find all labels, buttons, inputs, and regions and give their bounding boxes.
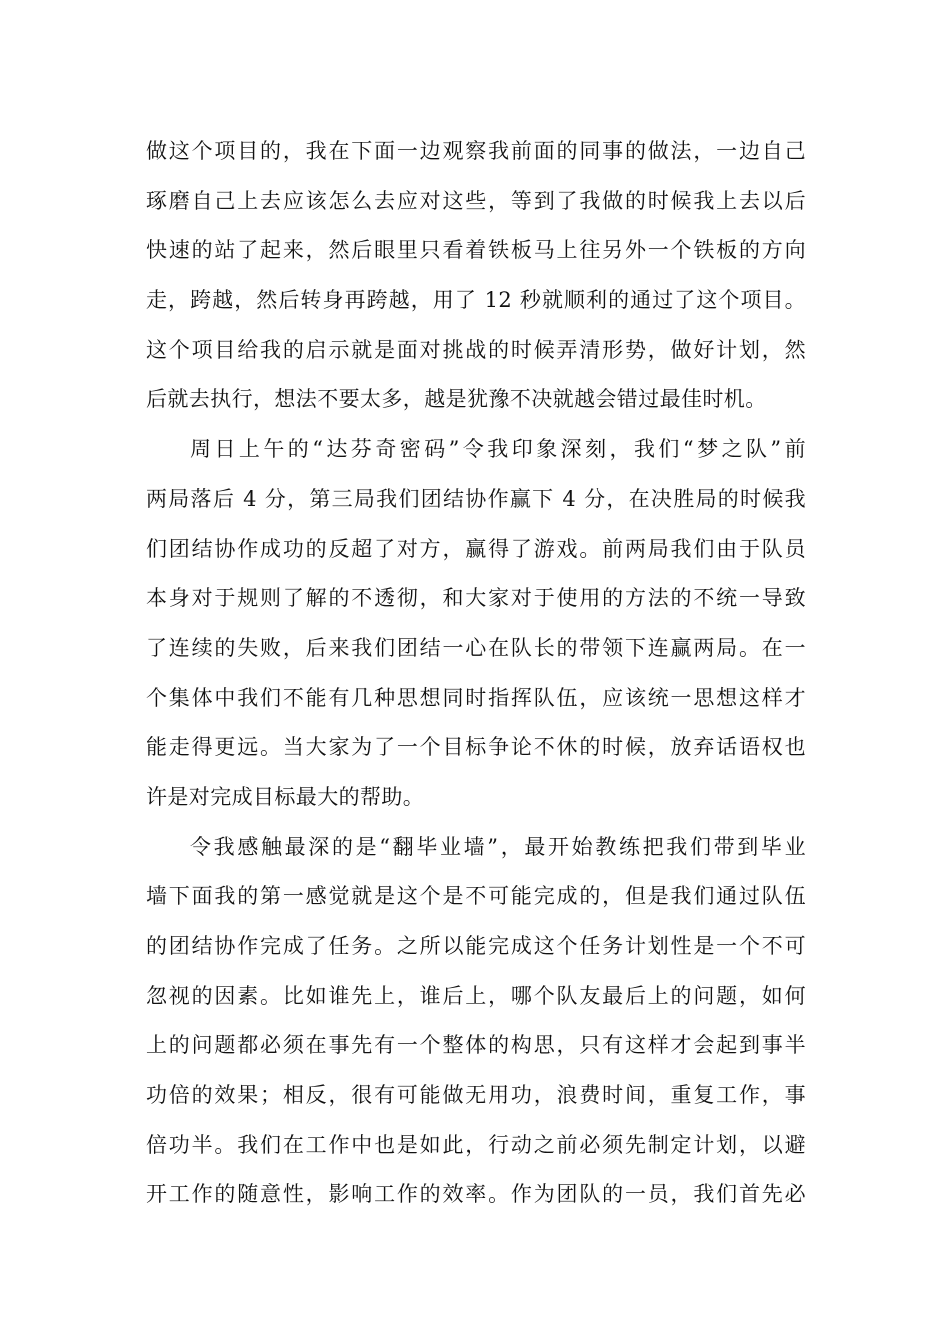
- text-line: 本身对于规则了解的不透彻，和大家对于使用的方法的不统一导致: [146, 586, 806, 611]
- text-line: 周日上午的“达芬奇密码”令我印象深刻，我们“梦之队”前: [190, 437, 806, 462]
- text-line: 了连续的失败，后来我们团结一心在队长的带领下连赢两局。在一: [146, 635, 806, 660]
- text-line: 的团结协作完成了任务。之所以能完成这个任务计划性是一个不可: [146, 934, 806, 958]
- text-line: 个集体中我们不能有几种思想同时指挥队伍，应该统一思想这样才: [146, 685, 806, 710]
- text-line: 两局落后 4 分，第三局我们团结协作赢下 4 分，在决胜局的时候我: [146, 486, 806, 511]
- text-line: 开工作的随意性，影响工作的效率。作为团队的一员，我们首先必: [146, 1182, 806, 1207]
- text-line: 后就去执行，想法不要太多，越是犹豫不决就越会错过最佳时机。: [146, 387, 767, 412]
- text-line: 走，跨越，然后转身再跨越，用了 12 秒就顺利的通过了这个项目。: [146, 288, 806, 313]
- body-text: [146, 127, 806, 1220]
- text-line: 倍功半。我们在工作中也是如此，行动之前必须先制定计划，以避: [146, 1132, 806, 1157]
- text-line: 功倍的效果；相反，很有可能做无用功，浪费时间，重复工作，事: [146, 1083, 806, 1108]
- text-line: 令我感触最深的是“翻毕业墙”，最开始教练把我们带到毕业: [190, 834, 806, 859]
- text-line: 上的问题都必须在事先有一个整体的构思，只有这样才会起到事半: [146, 1033, 806, 1058]
- text-line: 许是对完成目标最大的帮助。: [146, 784, 425, 809]
- text-line: 忽视的因素。比如谁先上，谁后上，哪个队友最后上的问题，如何: [146, 983, 806, 1008]
- text-line: 琢磨自己上去应该怎么去应对这些，等到了我做的时候我上去以后: [146, 188, 806, 213]
- text-line: 们团结协作成功的反超了对方，赢得了游戏。前两局我们由于队员: [146, 536, 806, 561]
- text-line: 做这个项目的，我在下面一边观察我前面的同事的做法，一边自己: [146, 139, 806, 163]
- text-line: 这个项目给我的启示就是面对挑战的时候弄清形势，做好计划，然: [146, 337, 806, 362]
- text-line: 快速的站了起来，然后眼里只看着铁板马上往另外一个铁板的方向: [146, 238, 806, 263]
- text-line: 墙下面我的第一感觉就是这个是不可能完成的，但是我们通过队伍: [146, 884, 806, 909]
- text-line: 能走得更远。当大家为了一个目标争论不休的时候，放弃话语权也: [146, 735, 806, 760]
